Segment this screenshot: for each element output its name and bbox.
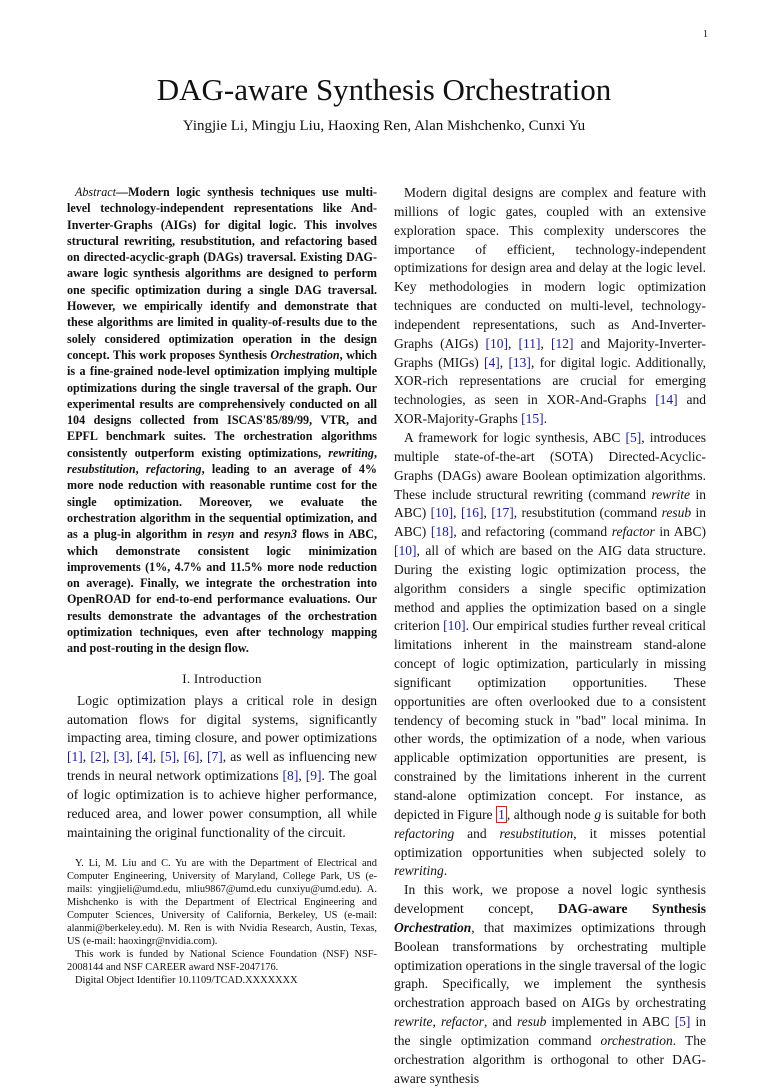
body-paragraph-1: Modern digital designs are complex and feature with millions of logic gates, coupled with an extensive exploration space. This complexity underscores the importance of efficient, technology-independent optimizations for design area and delay at the logic level. Key methodologies in modern logic optimization techniques are conducted on multi-level, technology-independent representations, such as And-Inverter-Graphs (AIGs) [10], [11], [12] and Majority-Inverter-Graphs (MIGs) [4], [13], for digital logic. Additionally, XOR-rich representations are crucial for emerging technologies, as seen in XOR-And-Graphs [14] and XOR-Majority-Graphs [15]. xyxy=(394,185,707,427)
abstract-label: Abstract xyxy=(75,185,116,199)
orchestration-term: Orchestration xyxy=(270,347,340,362)
author-list: Yingjie Li, Mingju Liu, Haoxing Ren, Alan Mishchenko, Cunxi Yu xyxy=(182,118,586,134)
citation-link[interactable]: [15] xyxy=(521,411,544,427)
citation-link[interactable]: [4] xyxy=(136,749,153,765)
introduction-paragraph: Logic optimization plays a critical role in design automation flows for digital systems, significantly impacting area, timing closure, and power optimizations [1], [2], [3], [4], [5], [6], [7], as well as influencing new trends in neural network optimizations [8], [9]. The goal of logic optimization is to achieve higher performance, reduced area, and lower power consumption, all while maintaining the original functionality of the circuit. xyxy=(67,692,377,840)
citation-link[interactable]: [5] xyxy=(160,749,177,765)
citation-link[interactable]: [10] xyxy=(485,335,509,351)
citation-link[interactable]: [4] xyxy=(484,354,500,370)
citation-link[interactable]: [2] xyxy=(90,749,107,765)
footnote xyxy=(67,857,377,987)
body-paragraph-2: A framework for logic synthesis, ABC [5], introduces multiple state-of-the-art (SOTA) Directed-Acyclic-Graphs (DAGs) aware Boolean optimization algorithms. These include structural rewriting (command rewrite in ABC) [10], [16], [17], resubstitution (command resub in ABC) [18], and refactoring (command refactor in ABC) [10], all of which are based on the AIG data structure. During the existing logic optimization process, the algorithm considers a single specific optimization method and applies the optimization based on a single criterion [10]. Our empirical studies further reveal critical limitations inherent in the mainstream stand-alone concept of logic optimization, particularly in missing significant optimization opportunities. These opportunities are often overlooked due to a consistent tendency of becoming stuck in "bad" local minima. In other words, the optimization of a node, when various applicable optimization opportunities are present, is constrained by the limitations inherent in the current stand-alone optimization concept. For instance, as depicted in Figure 1 , although node g is suitable for both refactoring and resubstitution, it misses potential optimization opportunities when subjected solely to rewriting. xyxy=(394,429,707,879)
citation-link[interactable]: [7] xyxy=(206,749,223,765)
section-heading-introduction: I. Introduction xyxy=(182,670,262,686)
citation-link[interactable]: [5] xyxy=(674,1014,691,1030)
citation-link[interactable]: [10] xyxy=(430,505,454,521)
page-number: 1 xyxy=(703,29,708,40)
citation-link[interactable]: [6] xyxy=(183,749,200,765)
citation-link[interactable]: [17] xyxy=(491,505,514,521)
footnote-affiliations: Y. Li, M. Liu and C. Yu are with the Department of Electrical and Computer Engineering, University of Maryland, College Park, US (e-mails: yingjieli@umd.edu, mliu9867@umd.edu cunxiyu@umd.edu). A. Mishchenko is with the Department of Electrical Engineering and Computer Sciences, University of California, Berkeley, US (e-mail: alanmi@berkeley.edu). M. Ren is with Nvidia Research, Austin, Texas, US (e-mail: haoxingr@nvidia.com). xyxy=(67,857,377,947)
citation-link[interactable]: [14] xyxy=(655,392,678,408)
figure-reference-link[interactable]: 1 xyxy=(498,806,505,822)
right-column xyxy=(394,184,706,1089)
left-column xyxy=(67,184,377,987)
citation-link[interactable]: [18] xyxy=(430,524,454,540)
abstract: Abstract—Modern logic synthesis techniques use multi-level technology-independent representations like And-Inverter-Graphs (AIGs) for digital logic. This involves structural rewriting, resubstitution, and refactoring based on directed-acyclic-graph (DAGs) traversal. Existing DAG-aware logic synthesis algorithms are designed to perform one specific optimization during a single DAG traversal. However, we empirically identify and demonstrate that these algorithms are limited in quality-of-results due to the solely considered optimization operation in the design concept. This work proposes Synthesis Orchestration, which is a fine-grained node-level optimization implying multiple optimizations during the single traversal of the graph. Our experimental results are comprehensively conducted on all 104 designs collected from ISCAS'85/89/99, VTR, and EPFL benchmark suites. The orchestration algorithms consistently outperform existing optimizations, rewriting, resubstitution, refactoring, leading to an average of 4% more node reduction with reasonable runtime cost for the single optimization. Moreover, we evaluate the orchestration algorithm in the sequential optimization, and as a plug-in algorithm in resyn and resyn3 flows in ABC, which demonstrate consistent logic minimization improvements (1%, 4.7% and 11.5% more node reduction on average). Finally, we integrate the orchestration into OpenROAD for end-to-end performance evaluations. Our results demonstrate the advantages of the orchestration optimization techniques, even after technology mapping and post-routing in the design flow. xyxy=(67,185,378,656)
citation-link[interactable]: [13] xyxy=(508,354,531,370)
footnote-funding: This work is funded by National Science Foundation (NSF) NSF-2008144 and NSF CAREER award NSF-2047176. xyxy=(67,948,377,973)
citation-link[interactable]: [10] xyxy=(443,618,466,634)
concept-name: DAG-aware Synthesis xyxy=(558,901,706,917)
citation-link[interactable]: [10] xyxy=(394,543,417,559)
citation-link[interactable]: [12] xyxy=(551,335,574,351)
citation-link[interactable]: [16] xyxy=(460,505,484,521)
citation-link[interactable]: [3] xyxy=(113,749,130,765)
footnote-doi: Digital Object Identifier 10.1109/TCAD.XXXXXXX xyxy=(75,974,298,986)
body-paragraph-3: In this work, we propose a novel logic synthesis development concept, DAG-aware Synthesis Orchestration, that maximizes optimizations through Boolean transformations by orchestrating multiple optimization operations in the single traversal of the logic graph. Specifically, we implement the synthesis orchestration approach based on AIGs by orchestrating rewrite, refactor, and resub implemented in ABC [5] in the single optimization command orchestration. The orchestration algorithm is orthogonal to other DAG-aware synthesis xyxy=(394,882,706,1086)
node-symbol: g xyxy=(594,806,602,822)
citation-link[interactable]: [5] xyxy=(625,429,642,445)
citation-link[interactable]: [8] xyxy=(282,768,299,784)
citation-link[interactable]: [11] xyxy=(518,335,541,351)
citation-link[interactable]: [9] xyxy=(305,768,322,784)
citation-link[interactable]: [1] xyxy=(67,749,83,765)
paper-title: DAG-aware Synthesis Orchestration xyxy=(156,72,612,107)
